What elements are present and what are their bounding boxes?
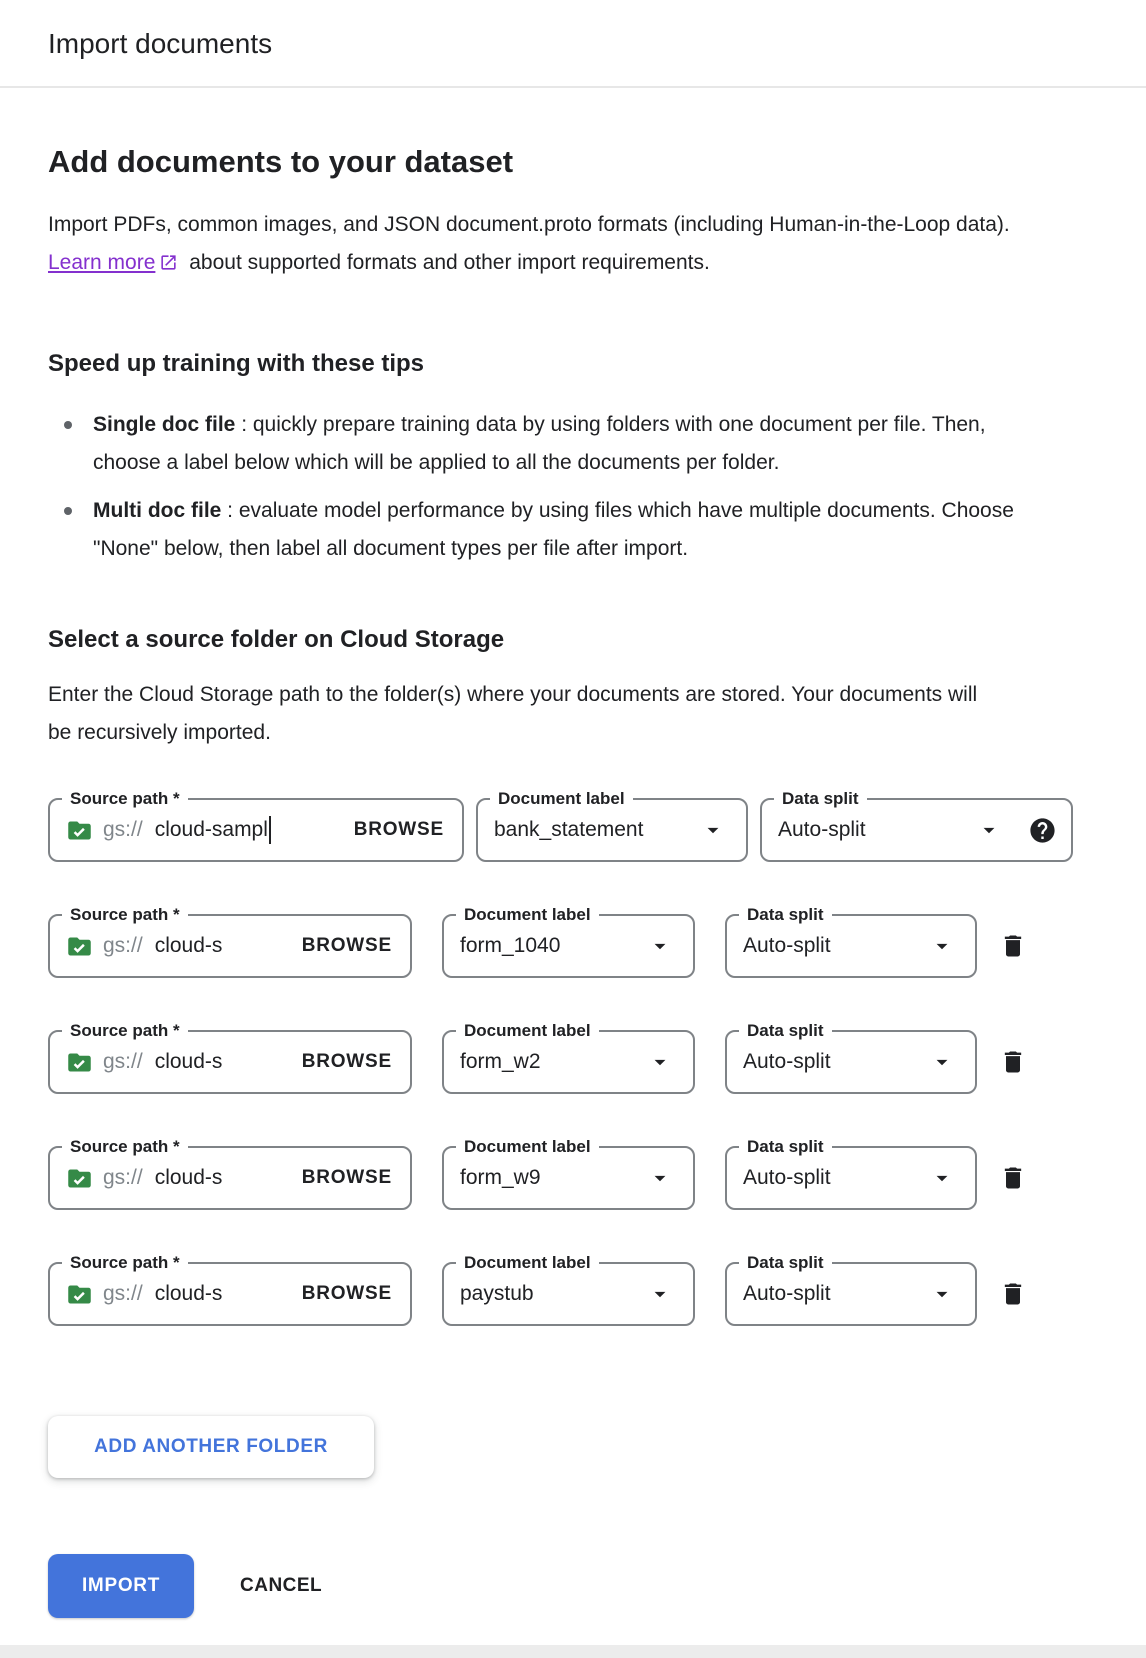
dialog-actions bbox=[48, 1554, 1098, 1658]
source-folder-description: Enter the Cloud Storage path to the folder(s) where your documents are stored. Your documents will be recursively imported. bbox=[48, 683, 978, 744]
document-label-field[interactable] bbox=[476, 789, 748, 862]
document-label-value: form_1040 bbox=[460, 934, 561, 957]
browse-button[interactable]: BROWSE bbox=[301, 1283, 392, 1304]
tip-multi-doc-file bbox=[48, 492, 1048, 568]
import-folder-row bbox=[48, 1021, 1098, 1094]
data-split-label: Data split bbox=[739, 1136, 832, 1157]
intro-text-before-link: Import PDFs, common images, and JSON document.proto formats (including Human-in-the-Loop data). bbox=[48, 213, 1010, 236]
dropdown-arrow-icon[interactable] bbox=[647, 1281, 673, 1307]
document-label-field[interactable] bbox=[442, 905, 695, 978]
data-split-field[interactable] bbox=[760, 789, 1073, 862]
dropdown-arrow-icon[interactable] bbox=[647, 1049, 673, 1075]
data-split-field[interactable] bbox=[725, 1137, 977, 1210]
learn-more-link[interactable]: Learn more bbox=[48, 251, 156, 274]
gs-prefix: gs:// bbox=[103, 1166, 143, 1189]
folder-check-icon bbox=[66, 1049, 93, 1076]
tips-list bbox=[48, 406, 1098, 568]
browse-button[interactable]: BROWSE bbox=[353, 819, 444, 840]
document-label-label: Document label bbox=[490, 788, 633, 809]
folder-check-icon bbox=[66, 1281, 93, 1308]
document-label-value: form_w9 bbox=[460, 1166, 541, 1189]
data-split-field[interactable] bbox=[725, 1253, 977, 1326]
page-title: Add documents to your dataset bbox=[48, 144, 514, 179]
data-split-value: Auto-split bbox=[743, 1050, 831, 1073]
tip-single-doc-file bbox=[48, 406, 1048, 482]
tips-heading: Speed up training with these tips bbox=[48, 350, 425, 377]
gs-prefix: gs:// bbox=[103, 934, 143, 957]
dropdown-arrow-icon[interactable] bbox=[647, 1165, 673, 1191]
data-split-field[interactable] bbox=[725, 905, 977, 978]
gs-prefix: gs:// bbox=[103, 1282, 143, 1305]
intro-text-after-link: about supported formats and other import requirements. bbox=[183, 251, 710, 274]
document-label-field[interactable] bbox=[442, 1253, 695, 1326]
data-split-value: Auto-split bbox=[743, 934, 831, 957]
data-split-value: Auto-split bbox=[778, 818, 866, 841]
document-label-field[interactable] bbox=[442, 1137, 695, 1210]
browse-button[interactable]: BROWSE bbox=[301, 1051, 392, 1072]
dropdown-arrow-icon[interactable] bbox=[647, 933, 673, 959]
tip-multi-doc-file-term: Multi doc file bbox=[93, 499, 222, 522]
document-label-field[interactable] bbox=[442, 1021, 695, 1094]
source-path-label: Source path * bbox=[62, 904, 188, 925]
import-folder-row bbox=[48, 905, 1098, 978]
source-path-field[interactable] bbox=[48, 1021, 412, 1094]
dialog-header bbox=[0, 0, 1146, 88]
add-another-folder-button[interactable]: ADD ANOTHER FOLDER bbox=[48, 1416, 374, 1478]
tip-single-doc-file-text: : quickly prepare training data by using folders with one document per file. Then, choose a label below which will be applied to all the documents per folder. bbox=[93, 413, 986, 474]
source-path-label: Source path * bbox=[62, 1136, 188, 1157]
browse-button[interactable]: BROWSE bbox=[301, 1167, 392, 1188]
document-label-label: Document label bbox=[456, 1020, 599, 1041]
import-folder-row bbox=[48, 789, 1098, 862]
text-cursor bbox=[269, 816, 271, 844]
import-folder-row bbox=[48, 1137, 1098, 1210]
intro-paragraph bbox=[48, 206, 1038, 282]
document-label-value: form_w2 bbox=[460, 1050, 541, 1073]
source-folder-heading: Select a source folder on Cloud Storage bbox=[48, 626, 505, 653]
document-label-value: bank_statement bbox=[494, 818, 644, 841]
import-folder-rows bbox=[48, 789, 1098, 1326]
source-path-input[interactable]: cloud-sampl bbox=[154, 818, 268, 841]
data-split-label: Data split bbox=[774, 788, 867, 809]
help-icon[interactable] bbox=[1028, 816, 1057, 845]
tip-multi-doc-file-text: : evaluate model performance by using files which have multiple documents. Choose "None" below, then label all document types per file after import. bbox=[93, 499, 1014, 560]
bottom-strip bbox=[0, 1645, 1146, 1658]
gs-prefix: gs:// bbox=[103, 1050, 143, 1073]
import-folder-row bbox=[48, 1253, 1098, 1326]
dropdown-arrow-icon[interactable] bbox=[929, 1281, 955, 1307]
source-path-input[interactable]: cloud-s bbox=[154, 934, 223, 957]
dropdown-arrow-icon[interactable] bbox=[929, 1165, 955, 1191]
source-path-input[interactable]: cloud-s bbox=[154, 1050, 223, 1073]
external-link-icon[interactable] bbox=[155, 251, 183, 274]
delete-row-button[interactable] bbox=[999, 932, 1027, 960]
delete-row-button[interactable] bbox=[999, 1048, 1027, 1076]
folder-check-icon bbox=[66, 817, 93, 844]
data-split-value: Auto-split bbox=[743, 1166, 831, 1189]
source-path-input[interactable]: cloud-s bbox=[154, 1166, 223, 1189]
data-split-field[interactable] bbox=[725, 1021, 977, 1094]
data-split-label: Data split bbox=[739, 904, 832, 925]
dialog-content bbox=[0, 144, 1146, 1658]
dropdown-arrow-icon[interactable] bbox=[700, 817, 726, 843]
browse-button[interactable]: BROWSE bbox=[301, 935, 392, 956]
source-path-field[interactable] bbox=[48, 1253, 412, 1326]
folder-check-icon bbox=[66, 1165, 93, 1192]
import-button[interactable]: IMPORT bbox=[48, 1554, 194, 1618]
source-path-label: Source path * bbox=[62, 1020, 188, 1041]
source-path-input[interactable]: cloud-s bbox=[154, 1282, 223, 1305]
dropdown-arrow-icon[interactable] bbox=[929, 1049, 955, 1075]
document-label-label: Document label bbox=[456, 1136, 599, 1157]
cancel-button[interactable]: CANCEL bbox=[240, 1575, 323, 1596]
document-label-label: Document label bbox=[456, 1252, 599, 1273]
folder-check-icon bbox=[66, 933, 93, 960]
source-path-field[interactable] bbox=[48, 1137, 412, 1210]
delete-row-button[interactable] bbox=[999, 1164, 1027, 1192]
data-split-value: Auto-split bbox=[743, 1282, 831, 1305]
source-path-field[interactable] bbox=[48, 789, 464, 862]
dropdown-arrow-icon[interactable] bbox=[976, 817, 1002, 843]
tip-single-doc-file-term: Single doc file bbox=[93, 413, 236, 436]
dialog-title: Import documents bbox=[48, 28, 273, 59]
source-path-field[interactable] bbox=[48, 905, 412, 978]
document-label-label: Document label bbox=[456, 904, 599, 925]
source-path-label: Source path * bbox=[62, 788, 188, 809]
dropdown-arrow-icon[interactable] bbox=[929, 933, 955, 959]
data-split-label: Data split bbox=[739, 1252, 832, 1273]
document-label-value: paystub bbox=[460, 1282, 534, 1305]
data-split-label: Data split bbox=[739, 1020, 832, 1041]
source-path-label: Source path * bbox=[62, 1252, 188, 1273]
gs-prefix: gs:// bbox=[103, 818, 143, 841]
delete-row-button[interactable] bbox=[999, 1280, 1027, 1308]
